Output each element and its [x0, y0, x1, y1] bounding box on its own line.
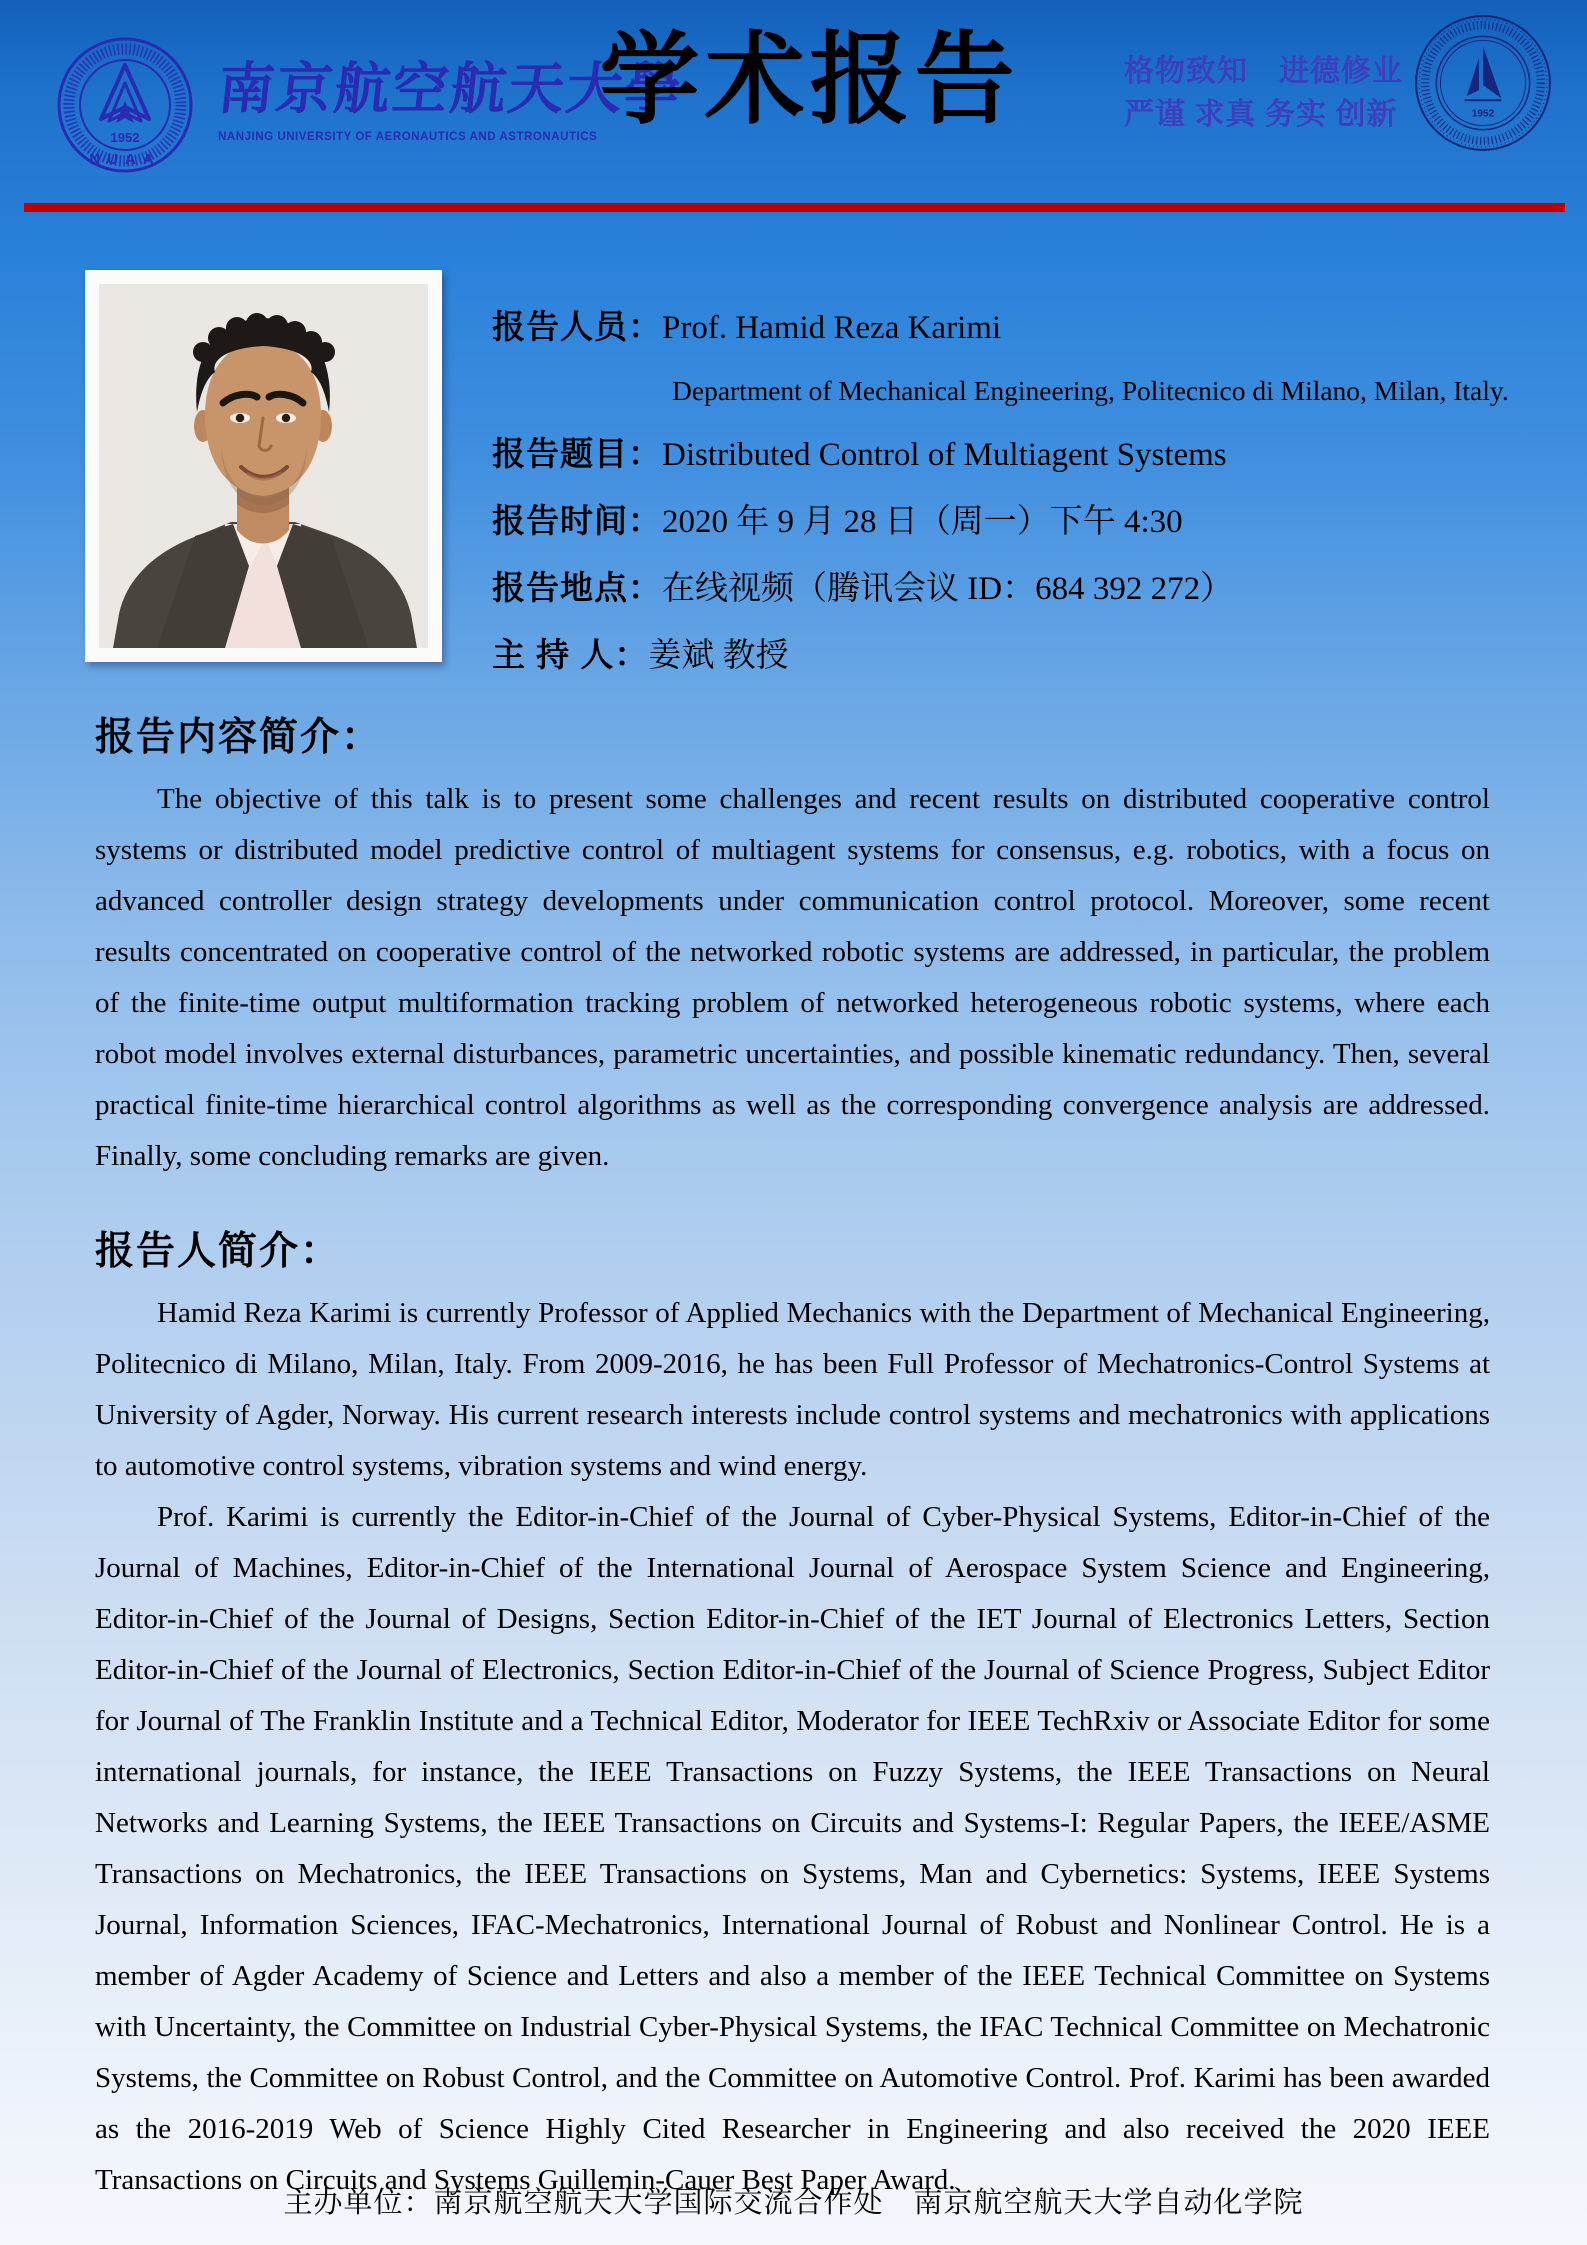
speaker-label: 报告人员： [492, 308, 662, 345]
info-list [492, 294, 1509, 689]
motto-line-2: 严谨 求真 务实 创新 [1124, 98, 1398, 131]
bio-heading: 报告人简介： [95, 1230, 342, 1273]
bio-paragraph-1: Hamid Reza Karimi is currently Professor of Applied Mechanics with the Department of Mechanical Engineering, Politecnico di Milano, Milan, Italy. From 2009-2016, he has been Full Professor of Mechatronics-Control Systems at University of Agder, Norway. His current research interests include control systems and mechatronics with applications to automotive control systems, vibration systems and wind energy. [95, 1297, 1490, 1482]
info-row-venue [492, 555, 1492, 622]
venue-label: 报告地点： [492, 569, 662, 606]
nuaa-emblem-icon [46, 20, 204, 190]
header [0, 0, 1587, 214]
university-name-zh: 南京航空航天大學 [214, 59, 686, 121]
page-title: 学术报告 [599, 25, 1020, 136]
affiliation-value: Department of Mechanical Engineering, Politecnico di Milano, Milan, Italy. [672, 375, 1509, 406]
seal-year: 1952 [1471, 108, 1495, 120]
time-label: 报告时间： [492, 502, 662, 539]
organizer-text: 主办单位：南京航空航天大学国际交流合作处 南京航空航天大学自动化学院 [283, 2187, 1304, 2219]
host-label: 主 持 人： [492, 636, 649, 673]
speaker-portrait-image [99, 284, 428, 648]
emblem-acronym: NUAA [89, 151, 161, 168]
info-row-title [492, 421, 1492, 488]
bio-paragraph-2: Prof. Karimi is currently the Editor-in-Chief of the Journal of Cyber-Physical Systems, Editor-in-Chief of the Journal of Machines, Editor-in-Chief of the International Journal of Aerospace System Science and Engineering, Editor-in-Chief of the Journal of Designs, Section Editor-in-Chief of the IET Journal of Electronics Letters, Section Editor-in-Chief of the Journal of Electronics, Section Editor-in-Chief of the Journal of Science Progress, Subject Editor for Journal of The Franklin Institute and a Technical Editor, Moderator for IEEE TechRxiv or Associate Editor for some international journals, for instance, the IEEE Transactions on Fuzzy Systems, the IEEE Transactions on Neural Networks and Learning Systems, the IEEE Transactions on Circuits and Systems-I: Regular Papers, the IEEE/ASME Transactions on Mechatronics, the IEEE Transactions on Systems, Man and Cybernetics: Systems, IEEE Systems Journal, Information Sciences, IFAC-Mechatronics, International Journal of Robust and Nonlinear Control. He is a member of Agder Academy of Science and Letters and also a member of the IEEE Technical Committee on Systems with Uncertainty, the Committee on Industrial Cyber-Physical Systems, the IFAC Technical Committee on Mechatronic Systems, the Committee on Robust Control, and the Committee on Automotive Control. Prof. Karimi has been awarded as the 2016-2019 Web of Science Highly Cited Researcher in Engineering and also received the 2020 IEEE Transactions on Circuits and Systems Guillemin-Cauer Best Paper Award. [95, 1501, 1490, 2196]
footer [0, 2180, 1587, 2221]
university-name-en: NANJING UNIVERSITY OF AERONAUTICS AND ASTRONAUTICS [218, 130, 598, 143]
emblem-year: 1952 [110, 130, 140, 145]
time-value: 2020 年 9 月 28 日（周一）下午 4:30 [662, 504, 1183, 540]
college-seal-icon [1412, 12, 1554, 154]
red-divider [24, 203, 1565, 212]
university-logo-group [46, 20, 686, 190]
talk-title-value: Distributed Control of Multiagent Systems [662, 437, 1227, 473]
speaker-info-section [85, 270, 1509, 689]
host-value: 姜斌 教授 [648, 638, 789, 674]
content [95, 666, 1490, 2206]
talk-title-label: 报告题目： [492, 435, 662, 472]
motto-line-1: 格物致知 进德修业 [1124, 55, 1403, 88]
speaker-photo [85, 270, 442, 662]
info-row-time [492, 488, 1492, 555]
motto [1124, 50, 1403, 136]
info-row-speaker [492, 294, 1492, 361]
venue-value: 在线视频（腾讯会议 ID：684 392 272） [662, 571, 1234, 607]
abstract-heading: 报告内容简介： [95, 716, 383, 759]
abstract-text: The objective of this talk is to present some challenges and recent results on distributed cooperative control systems or distributed model predictive control of multiagent systems for consensus, e.g. robotics, with a focus on advanced controller design strategy developments under communication control protocol. Moreover, some recent results concentrated on cooperative control of the networked robotic systems are addressed, in particular, the problem of the finite-time output multiformation tracking problem of networked heterogeneous robotic systems, where each robot model involves external disturbances, parametric uncertainties, and possible kinematic redundancy. Then, several practical finite-time hierarchical control algorithms as well as the corresponding convergence analysis are addressed. Finally, some concluding remarks are given. [95, 783, 1490, 1172]
info-row-affiliation [492, 361, 1509, 421]
speaker-value: Prof. Hamid Reza Karimi [662, 310, 1002, 346]
